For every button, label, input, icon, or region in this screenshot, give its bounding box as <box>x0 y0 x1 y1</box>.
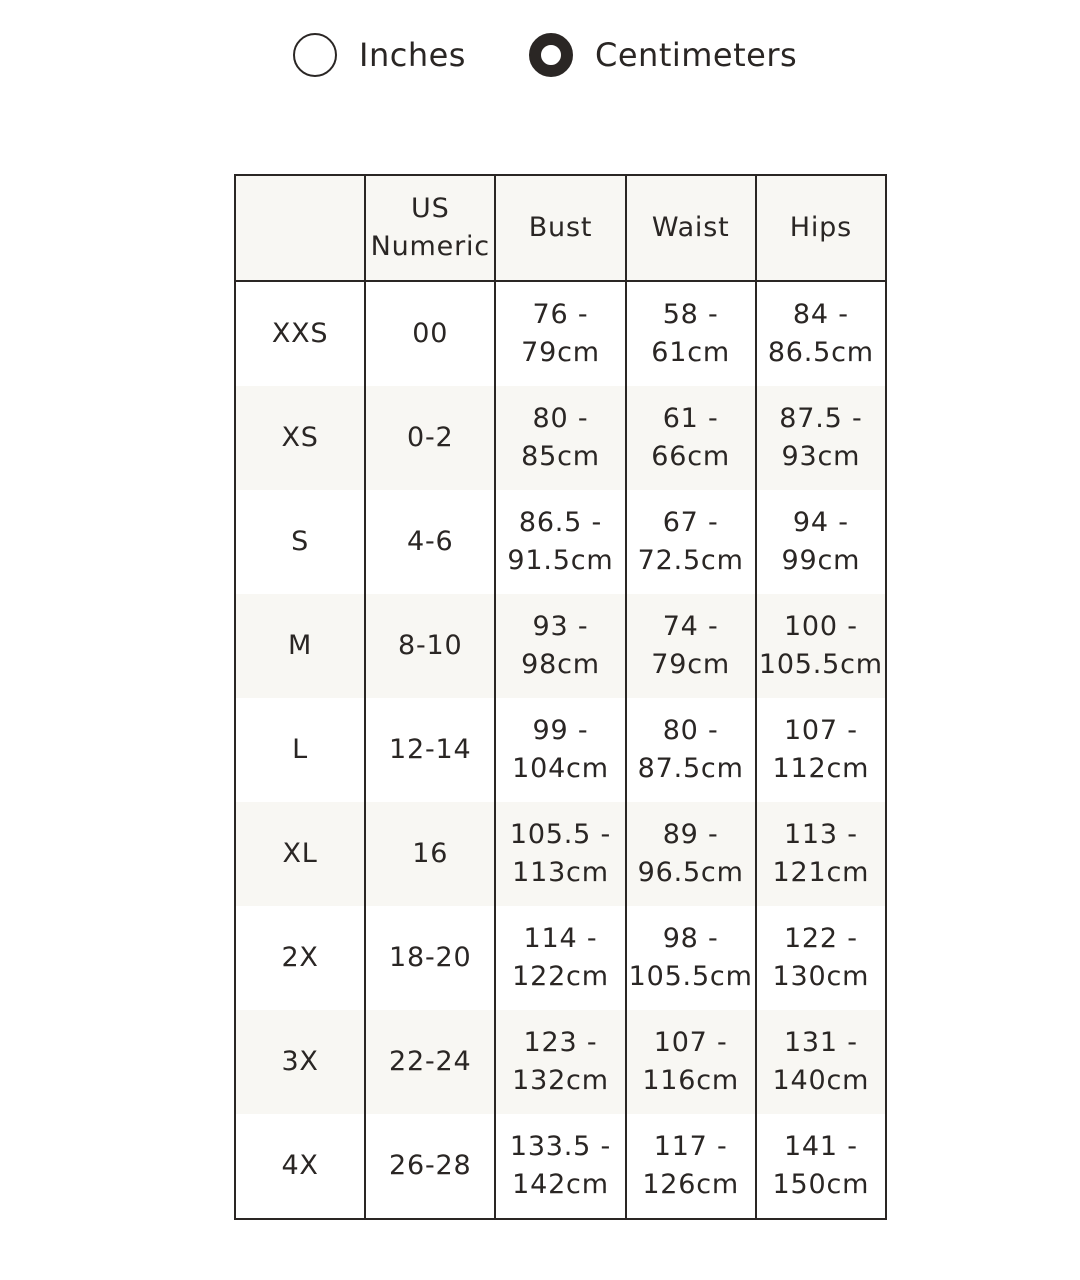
cell-hips-line1: 107 - <box>783 715 858 746</box>
cell-waist <box>626 1010 756 1114</box>
radio-checked-icon[interactable] <box>529 33 573 77</box>
cell-waist-line1: 67 - <box>662 507 719 538</box>
cell-bust <box>495 1010 625 1114</box>
cell-waist <box>626 490 756 594</box>
header-bust: Bust <box>495 175 625 281</box>
cell-us-numeric: 8-10 <box>365 594 495 698</box>
cell-waist-line1: 89 - <box>662 819 719 850</box>
cell-bust-line1: 86.5 - <box>518 507 603 538</box>
cell-waist <box>626 802 756 906</box>
header-size <box>235 175 365 281</box>
cell-us-numeric: 12-14 <box>365 698 495 802</box>
table-row <box>235 802 886 906</box>
cell-size: XS <box>235 386 365 490</box>
cell-hips-line2: 112cm <box>772 753 870 784</box>
cell-waist-line1: 80 - <box>662 715 719 746</box>
cell-hips <box>756 386 886 490</box>
cell-bust <box>495 1114 625 1219</box>
cell-bust-line2: 132cm <box>512 1065 609 1096</box>
cell-us-numeric: 18-20 <box>365 906 495 1010</box>
cell-bust-line1: 93 - <box>532 611 589 642</box>
cell-size: 4X <box>235 1114 365 1219</box>
cell-us-numeric: 26-28 <box>365 1114 495 1219</box>
cell-waist-line1: 117 - <box>653 1131 728 1162</box>
cell-us-numeric: 00 <box>365 281 495 386</box>
table-header-row <box>235 175 886 281</box>
cell-hips-line1: 84 - <box>792 299 849 330</box>
cell-waist-line2: 105.5cm <box>628 961 753 992</box>
cell-hips <box>756 1114 886 1219</box>
cell-size: S <box>235 490 365 594</box>
cell-bust-line2: 91.5cm <box>507 545 614 576</box>
table-row <box>235 490 886 594</box>
cell-hips <box>756 1010 886 1114</box>
cell-hips-line2: 86.5cm <box>767 337 874 368</box>
cell-bust-line1: 133.5 - <box>509 1131 612 1162</box>
cell-bust <box>495 906 625 1010</box>
cell-bust-line1: 105.5 - <box>509 819 612 850</box>
cell-hips-line1: 94 - <box>792 507 849 538</box>
cell-waist-line1: 61 - <box>662 403 719 434</box>
table-row <box>235 698 886 802</box>
cell-bust <box>495 490 625 594</box>
cell-waist <box>626 698 756 802</box>
cell-waist-line2: 66cm <box>651 441 730 472</box>
table-row <box>235 281 886 386</box>
cell-waist-line2: 116cm <box>642 1065 739 1096</box>
cell-size: XXS <box>235 281 365 386</box>
cell-bust <box>495 698 625 802</box>
cell-hips-line2: 105.5cm <box>758 649 883 680</box>
unit-toggle <box>0 0 1080 110</box>
header-us-numeric <box>365 175 495 281</box>
cell-waist-line2: 79cm <box>651 649 730 680</box>
cell-hips-line2: 93cm <box>781 441 861 472</box>
cell-us-numeric: 22-24 <box>365 1010 495 1114</box>
cell-waist-line2: 96.5cm <box>637 857 744 888</box>
cell-waist-line1: 98 - <box>662 923 719 954</box>
cell-size: M <box>235 594 365 698</box>
cell-hips-line2: 140cm <box>772 1065 870 1096</box>
table-row <box>235 1010 886 1114</box>
cell-us-numeric: 4-6 <box>365 490 495 594</box>
table-body <box>235 281 886 1219</box>
cell-bust-line2: 85cm <box>521 441 600 472</box>
cell-hips-line1: 131 - <box>783 1027 858 1058</box>
table-row <box>235 594 886 698</box>
cell-hips <box>756 281 886 386</box>
cell-us-numeric: 16 <box>365 802 495 906</box>
radio-unchecked-icon[interactable] <box>293 33 337 77</box>
cell-hips-line1: 100 - <box>783 611 858 642</box>
cell-waist <box>626 1114 756 1219</box>
cell-waist-line2: 126cm <box>642 1169 739 1200</box>
size-chart-table <box>234 174 887 1220</box>
header-us-numeric-line2: Numeric <box>370 231 490 262</box>
cell-bust-line1: 123 - <box>523 1027 598 1058</box>
header-us-numeric-line1: US <box>411 193 450 224</box>
cell-waist-line1: 74 - <box>662 611 719 642</box>
cell-waist-line1: 107 - <box>653 1027 728 1058</box>
cell-waist <box>626 906 756 1010</box>
cell-waist <box>626 281 756 386</box>
cell-size: XL <box>235 802 365 906</box>
cell-bust-line2: 98cm <box>521 649 600 680</box>
cell-bust-line1: 76 - <box>532 299 589 330</box>
cell-bust <box>495 281 625 386</box>
cell-bust <box>495 594 625 698</box>
cell-waist-line2: 61cm <box>651 337 730 368</box>
cell-size: 3X <box>235 1010 365 1114</box>
cell-bust-line1: 99 - <box>532 715 589 746</box>
cell-hips <box>756 594 886 698</box>
cell-bust-line1: 80 - <box>532 403 589 434</box>
radio-label-centimeters: Centimeters <box>595 36 798 74</box>
cell-waist <box>626 594 756 698</box>
cell-bust-line2: 142cm <box>512 1169 609 1200</box>
cell-hips-line1: 87.5 - <box>779 403 863 434</box>
table-row <box>235 386 886 490</box>
cell-bust-line2: 122cm <box>512 961 609 992</box>
table-row <box>235 1114 886 1219</box>
cell-bust <box>495 386 625 490</box>
cell-bust-line1: 114 - <box>523 923 598 954</box>
cell-hips <box>756 490 886 594</box>
cell-bust-line2: 113cm <box>512 857 609 888</box>
radio-label-inches: Inches <box>359 36 466 74</box>
cell-hips <box>756 802 886 906</box>
cell-hips-line1: 141 - <box>783 1131 858 1162</box>
radio-option-centimeters[interactable] <box>529 30 797 80</box>
cell-waist-line2: 87.5cm <box>637 753 744 784</box>
cell-us-numeric: 0-2 <box>365 386 495 490</box>
cell-waist <box>626 386 756 490</box>
cell-hips-line1: 122 - <box>783 923 858 954</box>
cell-waist-line1: 58 - <box>662 299 719 330</box>
cell-bust-line2: 104cm <box>512 753 609 784</box>
cell-size: L <box>235 698 365 802</box>
radio-option-inches[interactable] <box>293 30 466 80</box>
cell-size: 2X <box>235 906 365 1010</box>
cell-hips-line2: 130cm <box>772 961 870 992</box>
cell-hips-line2: 121cm <box>772 857 870 888</box>
cell-waist-line2: 72.5cm <box>637 545 744 576</box>
table-row <box>235 906 886 1010</box>
cell-bust-line2: 79cm <box>521 337 600 368</box>
cell-hips-line2: 150cm <box>772 1169 870 1200</box>
cell-bust <box>495 802 625 906</box>
header-hips: Hips <box>756 175 886 281</box>
header-waist: Waist <box>626 175 756 281</box>
cell-hips <box>756 698 886 802</box>
cell-hips-line1: 113 - <box>783 819 858 850</box>
cell-hips-line2: 99cm <box>781 545 861 576</box>
cell-hips <box>756 906 886 1010</box>
